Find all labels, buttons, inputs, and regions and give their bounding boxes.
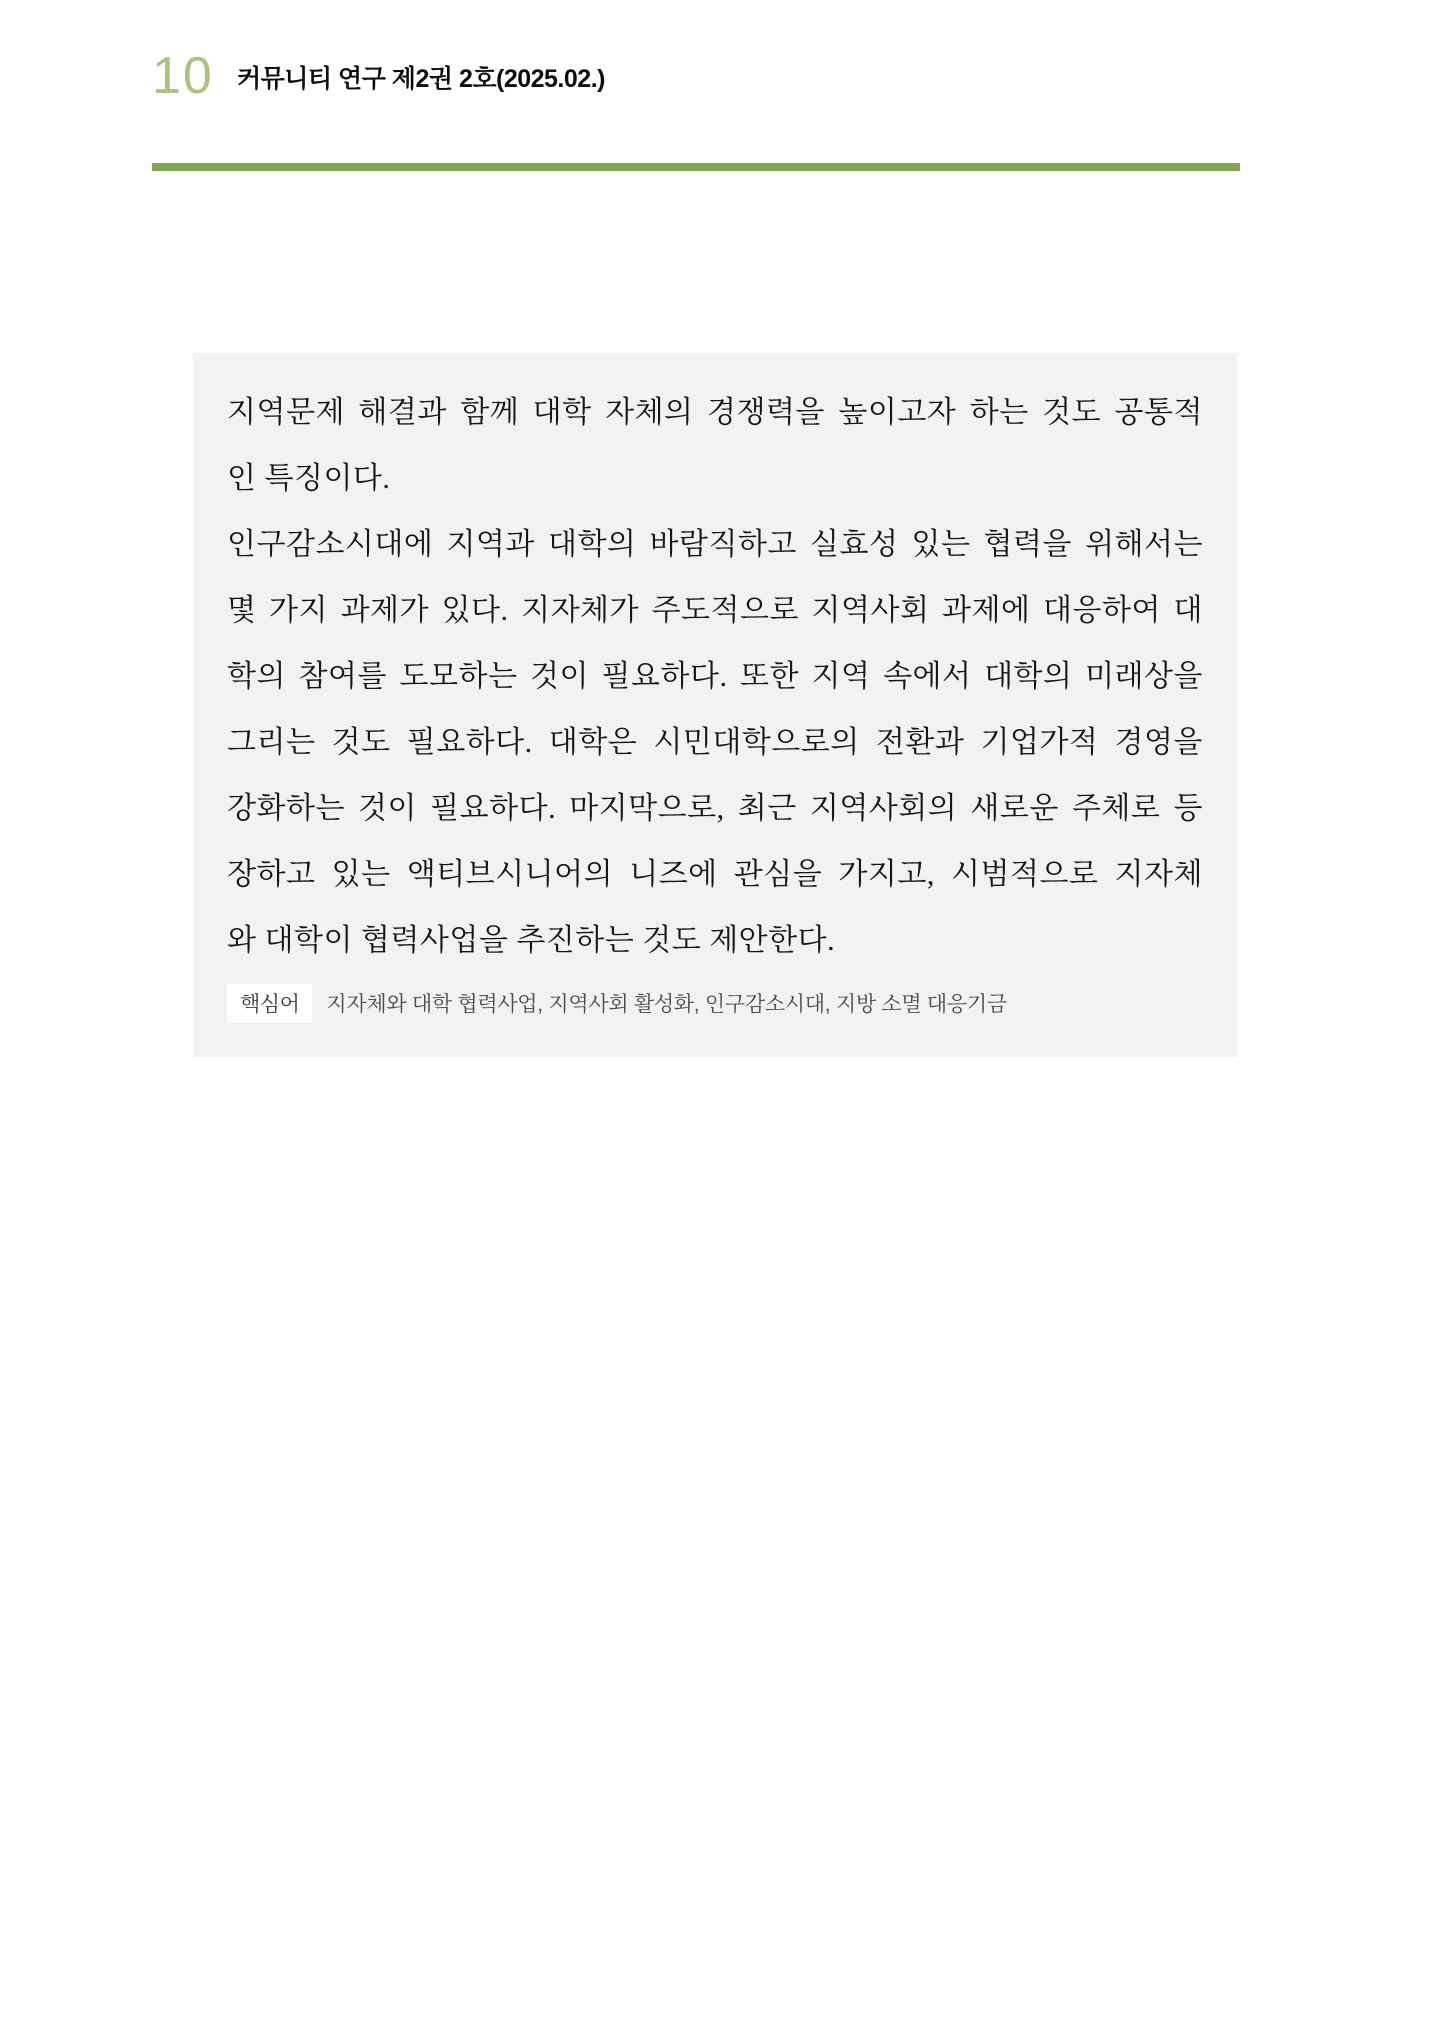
page-number: 10 (152, 47, 214, 105)
abstract-line: 인구감소시대에 지역과 대학의 바람직하고 실효성 있는 협력을 위해서는 (227, 528, 1203, 561)
keywords-text: 지자체와 대학 협력사업, 지역사회 활성화, 인구감소시대, 지방 소멸 대응기금 (326, 993, 1007, 1016)
abstract-lines (227, 380, 1203, 974)
abstract-line: 강화하는 것이 필요하다. 마지막으로, 최근 지역사회의 새로운 주체로 등 (227, 792, 1203, 825)
abstract-line: 그리는 것도 필요하다. 대학은 시민대학으로의 전환과 기업가적 경영을 (227, 726, 1203, 759)
header-rule-divider (152, 163, 1240, 171)
abstract-line: 인 특징이다. (227, 462, 391, 495)
abstract-line: 지역문제 해결과 함께 대학 자체의 경쟁력을 높이고자 하는 것도 공통적 (227, 396, 1203, 429)
keywords-row (227, 984, 1203, 1022)
keywords-label: 핵심어 (227, 984, 312, 1022)
abstract-line: 장하고 있는 액티브시니어의 니즈에 관심을 가지고, 시범적으로 지자체 (227, 858, 1203, 891)
abstract-line: 학의 참여를 도모하는 것이 필요하다. 또한 지역 속에서 대학의 미래상을 (227, 660, 1203, 693)
journal-header-title: 커뮤니티 연구 제2권 2호(2025.02.) (237, 65, 605, 93)
abstract-line: 몇 가지 과제가 있다. 지자체가 주도적으로 지역사회 과제에 대응하여 대 (227, 594, 1203, 627)
abstract-line: 와 대학이 협력사업을 추진하는 것도 제안한다. (227, 924, 836, 957)
abstract-box (193, 353, 1237, 1057)
